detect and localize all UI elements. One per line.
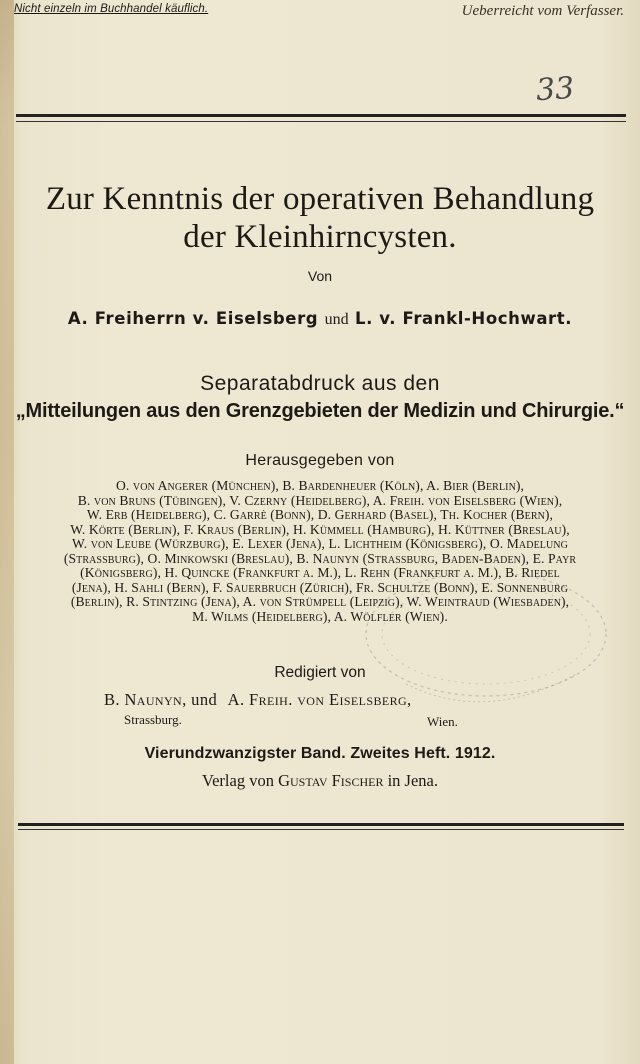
- top-rule-thick: [16, 114, 626, 117]
- separatabdruck-line: Separatabdruck aus den: [200, 372, 440, 395]
- editor-naunyn: B. Naunyn,: [104, 690, 187, 709]
- publishers-line: O. von Angerer (München), B. Bardenheuer (Köln), A. Bier (Berlin),: [115, 478, 525, 493]
- verlag-prefix: Verlag von: [202, 771, 274, 790]
- publishers-list: [14, 479, 626, 624]
- title-line-1: Zur Kenntnis der operativen Behandlung: [45, 181, 595, 217]
- redigiert-von: Redigiert von: [274, 664, 366, 681]
- verlag-suffix: in Jena.: [387, 771, 438, 790]
- publishers-line: B. von Bruns (Tübingen), V. Czerny (Heidelberg), A. Freih. von Eiselsberg (Wien),: [77, 492, 563, 508]
- authors-und: und: [324, 311, 349, 328]
- city-wien: Wien.: [427, 714, 458, 729]
- editor-eiselsberg: A. Freih. von Eiselsberg,: [227, 690, 412, 709]
- article-title: [0, 180, 640, 256]
- title-line-2: der Kleinhirncysten.: [183, 219, 457, 255]
- editors-line: [104, 690, 574, 710]
- herausgegeben-von: Herausgegeben von: [245, 452, 395, 469]
- verlag-name: Gustav Fischer: [278, 771, 384, 790]
- publishers-line: (Berlin), R. Stintzing (Jena), A. von Strümpell (Leipzig), W. Weintraud (Wiesbaden),: [70, 594, 570, 609]
- publishers-line: M. Wilms (Heidelberg), A. Wölfler (Wien).: [192, 608, 448, 624]
- city-strassburg: Strassburg.: [124, 712, 182, 727]
- handwritten-number: 33: [534, 70, 576, 109]
- sale-notice: Nicht einzeln im Buchhandel käuflich.: [14, 3, 209, 15]
- bottom-rule-thin: [18, 829, 624, 830]
- journal-title: „Mitteilungen aus den Grenzgebieten der Medizin und Chirurgie.“: [15, 400, 625, 422]
- publishers-line: W. von Leube (Würzburg), E. Lexer (Jena), L. Lichtheim (Königsberg), O. Madelung: [72, 536, 568, 551]
- author-frankl-hochwart: L. v. Frankl-Hochwart.: [354, 309, 573, 328]
- volume-issue-line: Vierundzwanzigster Band. Zweites Heft. 1912.: [144, 745, 496, 762]
- publishers-line: W. Körte (Berlin), F. Kraus (Berlin), H. Kümmell (Hamburg), H. Küttner (Breslau),: [70, 521, 570, 537]
- publisher-line: [0, 771, 640, 791]
- publishers-line: (Strassburg), O. Minkowski (Breslau), B. Naunyn (Strassburg, Baden-Baden), E. Payr: [63, 550, 577, 566]
- bottom-rule-thick: [18, 823, 624, 826]
- publishers-line: (Jena), H. Sahli (Bern), F. Sauerbruch (Zürich), Fr. Schultze (Bonn), E. Sonnenburg: [71, 579, 569, 595]
- publishers-line: W. Erb (Heidelberg), C. Garrè (Bonn), D. Gerhard (Basel), Th. Kocher (Bern),: [86, 507, 554, 522]
- publishers-line: (Königsberg), H. Quincke (Frankfurt a. M.), L. Rehn (Frankfurt a. M.), B. Riedel: [80, 565, 560, 580]
- authors-line: [0, 309, 640, 329]
- author-eiselsberg: A. Freiherrn v. Eiselsberg: [67, 309, 319, 328]
- byline-von: Von: [307, 268, 333, 284]
- top-rule-thin: [16, 121, 626, 122]
- presented-by-note: Ueberreicht vom Verfasser.: [461, 3, 624, 19]
- paper-edge-stain: [0, 0, 14, 1064]
- editors-und: und: [191, 690, 218, 709]
